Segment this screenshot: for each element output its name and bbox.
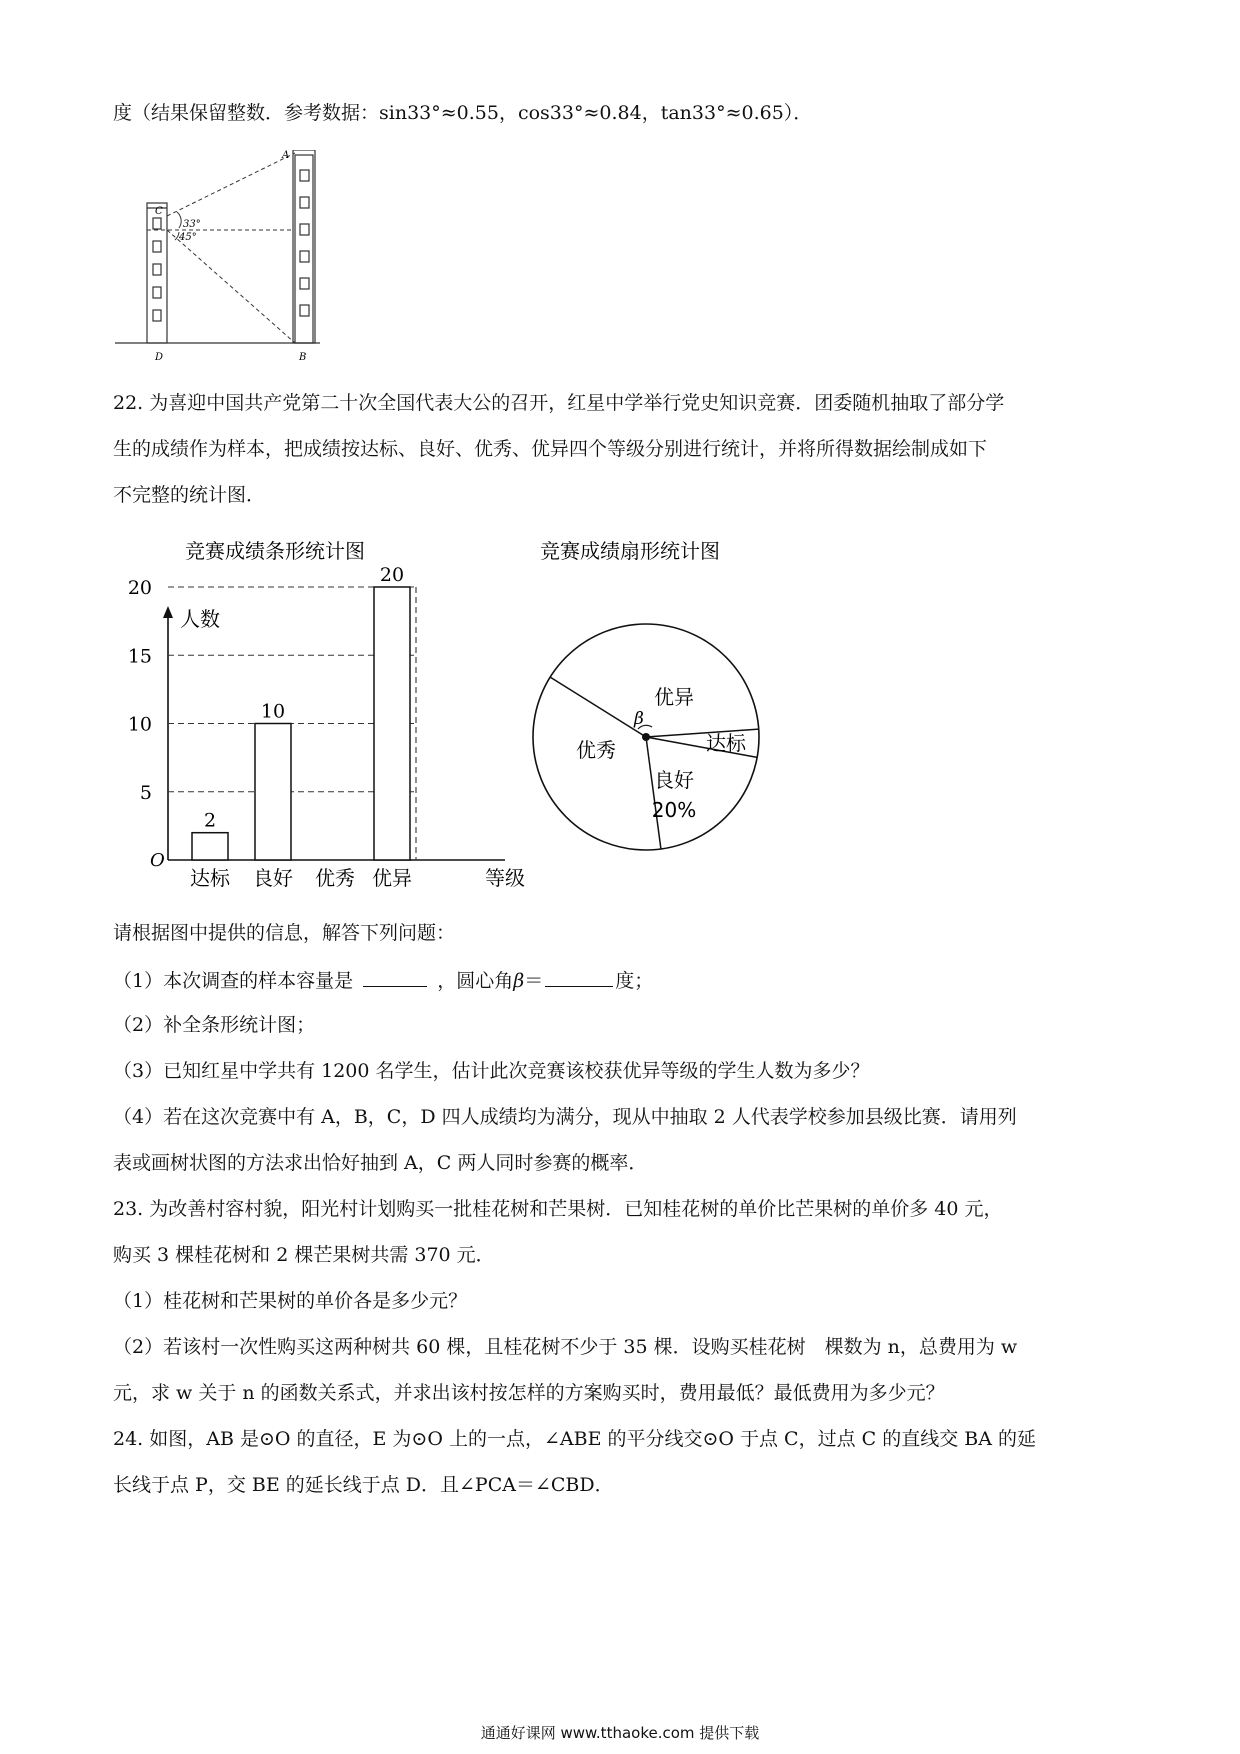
pie-slice-label: 优异	[654, 685, 694, 709]
y-tick-label: 10	[127, 713, 152, 736]
label-a: A	[282, 150, 290, 161]
problem-22-line-1: 22. 为喜迎中国共产党第二十次全国代表大公的召开，红星中学举行党史知识竞赛．团委随机抽取了部分学	[113, 392, 1005, 414]
pie-slice-boundary	[550, 677, 646, 737]
problem-24-line-2: 长线于点 P，交 BE 的延长线于点 D．且∠PCA＝∠CBD．	[113, 1474, 614, 1496]
problem-22-part-2: （2）补全条形统计图；	[113, 1014, 316, 1036]
answer-blank-angle[interactable]	[545, 966, 613, 987]
pie-slice-boundary	[646, 737, 661, 849]
problem-22-part-1	[113, 966, 653, 994]
stat-charts	[120, 530, 800, 900]
part-1-text-b: ，圆心角	[437, 970, 514, 992]
label-d: D	[155, 352, 164, 363]
pie-slice-label: 达标	[706, 731, 746, 755]
bar	[192, 833, 228, 860]
problem-22-prompt: 请根据图中提供的信息，解答下列问题：	[113, 922, 456, 944]
category-label: 优秀	[315, 866, 355, 890]
beta-label: β	[634, 709, 644, 729]
bar-value-label: 20	[379, 564, 405, 586]
building-figure	[115, 150, 325, 365]
pie-slice-value-label: 20%	[651, 798, 697, 822]
bar-chart	[128, 564, 525, 890]
y-tick-label: 5	[139, 781, 152, 804]
pie-slice-label: 优秀	[576, 738, 616, 762]
part-1-text-a: （1）本次调查的样本容量是	[113, 970, 354, 992]
page-footer: 通通好课网 www.tthaoke.com 提供下载	[480, 1724, 760, 1742]
x-axis-label: 等级	[485, 866, 525, 890]
pie-slice-label: 良好	[654, 768, 694, 792]
answer-blank-sample-size[interactable]	[363, 966, 427, 987]
part-1-text-c: ＝	[524, 970, 544, 992]
problem-22-line-3: 不完整的统计图．	[113, 484, 266, 506]
part-1-beta: β	[513, 970, 525, 992]
y-tick-label: 20	[127, 577, 152, 599]
label-angle-45: 45°	[179, 232, 197, 243]
bar-value-label: 2	[203, 809, 217, 832]
category-label: 优异	[372, 866, 412, 890]
category-label: 达标	[190, 866, 230, 890]
pie-chart	[533, 624, 759, 850]
label-angle-33: 33°	[183, 219, 201, 230]
problem-22-part-4-line-2: 表或画树状图的方法求出恰好抽到 A，C 两人同时参赛的概率．	[113, 1152, 648, 1174]
problem-22-part-3: （3）已知红星中学共有 1200 名学生，估计此次竞赛该校获优异等级的学生人数为多少？	[113, 1060, 870, 1082]
bar-chart-title: 竞赛成绩条形统计图	[185, 539, 365, 563]
problem-22-line-2: 生的成绩作为样本，把成绩按达标、良好、优秀、优异四个等级分别进行统计，并将所得数据绘制成如下	[113, 438, 988, 460]
category-label: 良好	[253, 866, 293, 890]
origin-label: O	[150, 850, 165, 871]
problem-21-tail: 度（结果保留整数．参考数据：sin33°≈0.55，cos33°≈0.84，tan33°≈0.65）．	[113, 102, 813, 124]
y-tick-label: 15	[127, 645, 152, 668]
problem-23-part-2-line-1: （2）若该村一次性购买这两种树共 60 棵，且桂花树不少于 35 棵．设购买桂花树 棵数为 n，总费用为 w	[113, 1336, 1018, 1358]
problem-23-part-2-line-2: 元，求 w 关于 n 的函数关系式，并求出该村按怎样的方案购买时，费用最低？最低费用为多少元？	[113, 1382, 945, 1404]
problem-23-line-2: 购买 3 棵桂花树和 2 棵芒果树共需 370 元．	[113, 1244, 495, 1266]
y-axis-arrow	[163, 606, 173, 618]
bar	[255, 724, 291, 861]
label-b: B	[299, 352, 307, 363]
problem-23-part-1: （1）桂花树和芒果树的单价各是多少元？	[113, 1290, 468, 1312]
bar	[374, 587, 410, 860]
bar-value-label: 10	[260, 700, 286, 723]
pie-chart-title: 竞赛成绩扇形统计图	[540, 539, 720, 563]
problem-24-line-1: 24. 如图，AB 是⊙O 的直径，E 为⊙O 上的一点，∠ABE 的平分线交⊙O 于点 C，过点 C 的直线交 BA 的延	[113, 1428, 1036, 1450]
label-c: C	[155, 206, 163, 217]
y-axis-label: 人数	[180, 607, 220, 631]
pie-center-dot	[642, 733, 650, 741]
problem-23-line-1: 23. 为改善村容村貌，阳光村计划购买一批桂花树和芒果树．已知桂花树的单价比芒果树的单价多 40 元，	[113, 1198, 1003, 1220]
part-1-text-d: 度；	[615, 970, 654, 992]
problem-22-part-4-line-1: （4）若在这次竞赛中有 A，B，C，D 四人成绩均为满分，现从中抽取 2 人代表学校参加县级比赛．请用列	[113, 1106, 1017, 1128]
